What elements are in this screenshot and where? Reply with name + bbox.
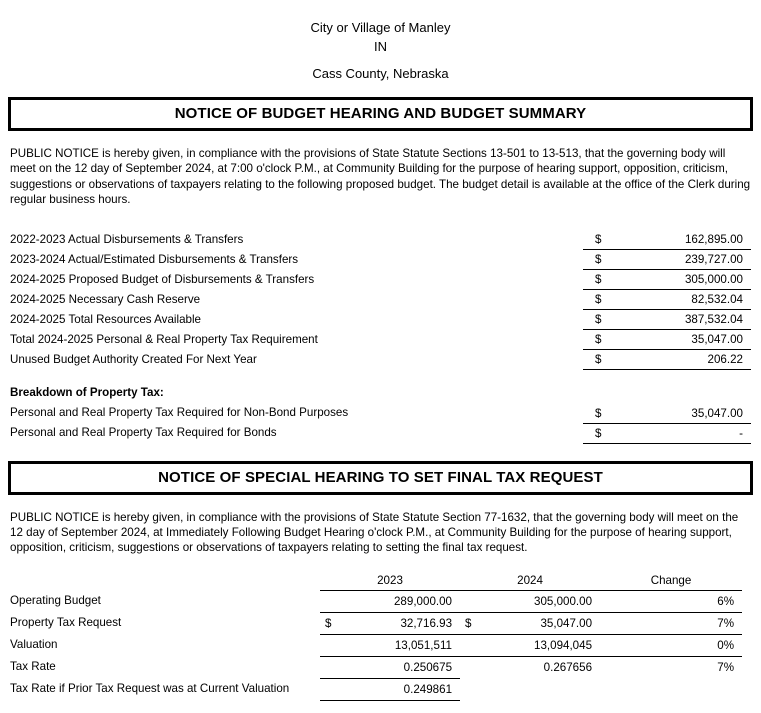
breakdown-row-currency: $ (583, 403, 609, 423)
comparison-row-change: 6% (600, 590, 742, 612)
comparison-row-2023-currency (320, 634, 342, 656)
table-row (0, 656, 761, 678)
comparison-row-change: 7% (600, 612, 742, 634)
comparison-row-2023-currency (320, 590, 342, 612)
table-row (0, 403, 761, 423)
breakdown-row-label: Personal and Real Property Tax Required for Bonds (10, 426, 277, 440)
comparison-row-label: Valuation (10, 638, 58, 652)
table-row (0, 350, 761, 370)
comparison-row-label: Tax Rate if Prior Tax Request was at Current Valuation (10, 682, 290, 696)
comparison-row-2024-currency: $ (460, 612, 482, 634)
summary-row-amount: 239,727.00 (609, 250, 751, 270)
summary-row-label: Total 2024-2025 Personal & Real Property Tax Requirement (10, 332, 318, 346)
breakdown-title: Breakdown of Property Tax: (10, 386, 164, 400)
comparison-row-2023-currency (320, 656, 342, 678)
summary-row-currency: $ (583, 330, 609, 350)
table-row (0, 590, 761, 612)
summary-row-amount: 162,895.00 (609, 230, 751, 250)
comparison-row-2023-value: 32,716.93 (342, 612, 460, 634)
comparison-row-2024-currency (460, 656, 482, 678)
summary-row-label: 2024-2025 Proposed Budget of Disbursements & Transfers (10, 272, 315, 286)
county-state: Cass County, Nebraska (312, 66, 449, 81)
table-row (0, 330, 761, 350)
table-row (0, 310, 761, 330)
tax-comparison-table (0, 572, 761, 702)
summary-row-currency: $ (583, 230, 609, 250)
comparison-bottom-rule (320, 700, 460, 701)
table-row (0, 423, 761, 443)
breakdown-row-amount: 35,047.00 (609, 403, 751, 423)
comparison-row-2024-value (482, 678, 600, 700)
comparison-row-2023-value: 289,000.00 (342, 590, 460, 612)
summary-row-currency: $ (583, 290, 609, 310)
summary-row-amount: 35,047.00 (609, 330, 751, 350)
table-row (0, 230, 761, 250)
summary-row-label: 2024-2025 Necessary Cash Reserve (10, 292, 201, 306)
table-row (0, 270, 761, 290)
table-row (0, 250, 761, 270)
comparison-row-2024-currency (460, 590, 482, 612)
breakdown-title-row (0, 383, 761, 403)
column-header-2024: 2024 (517, 573, 543, 587)
summary-row-label: 2023-2024 Actual/Estimated Disbursements & Transfers (10, 252, 299, 266)
table-row (0, 634, 761, 656)
summary-row-currency: $ (583, 350, 609, 370)
comparison-row-change: 7% (600, 656, 742, 678)
comparison-row-label: Tax Rate (10, 660, 56, 674)
summary-row-label: 2022-2023 Actual Disbursements & Transfers (10, 232, 244, 246)
comparison-row-2024-value: 35,047.00 (482, 612, 600, 634)
comparison-row-label: Property Tax Request (10, 616, 122, 630)
summary-row-amount: 305,000.00 (609, 270, 751, 290)
document-header (0, 0, 761, 83)
comparison-bottom-rule-row (0, 700, 761, 701)
table-row (0, 678, 761, 700)
comparison-row-2023-value: 0.250675 (342, 656, 460, 678)
summary-row-currency: $ (583, 310, 609, 330)
in-label: IN (374, 39, 387, 54)
comparison-row-2024-currency (460, 634, 482, 656)
summary-row-amount: 387,532.04 (609, 310, 751, 330)
comparison-row-2024-currency (460, 678, 482, 700)
summary-row-amount: 206.22 (609, 350, 751, 370)
special-hearing-notice-text: PUBLIC NOTICE is hereby given, in compliance with the provisions of State Statute Section 77-1632, that the governing body will meet on the 12 day of September 2024, at Immediately Following Budget Hearing o'clock P.M., at Community Building for the purpose of hearing support, opposition, criticism, suggestions or observations of taxpayers relating to setting the final tax request. (10, 510, 739, 555)
comparison-row-2023-currency (320, 678, 342, 700)
comparison-row-2024-value: 0.267656 (482, 656, 600, 678)
comparison-row-change (600, 678, 742, 700)
comparison-row-2023-value: 0.249861 (342, 678, 460, 700)
comparison-row-label: Operating Budget (10, 594, 101, 608)
column-header-change: Change (650, 573, 692, 587)
budget-hearing-notice-text: PUBLIC NOTICE is hereby given, in compliance with the provisions of State Statute Sections 13-501 to 13-513, that the governing body will meet on the 12 day of September 2024, at 7:00 o'clock P.M., at Community Building for the purpose of hearing support, opposition, criticism, suggestions or observations of taxpayers relating to the following proposed budget. The budget detail is available at the office of the Clerk during regular business hours. (10, 147, 751, 207)
summary-row-amount: 82,532.04 (609, 290, 751, 310)
budget-summary-table (0, 230, 761, 444)
breakdown-row-amount: - (609, 423, 751, 443)
comparison-row-2023-currency: $ (320, 612, 342, 634)
table-row (0, 612, 761, 634)
comparison-row-change: 0% (600, 634, 742, 656)
summary-row-currency: $ (583, 250, 609, 270)
entity-name: City or Village of Manley (310, 20, 451, 35)
column-header-2023: 2023 (377, 573, 403, 587)
breakdown-row-currency: $ (583, 423, 609, 443)
budget-hearing-heading: NOTICE OF BUDGET HEARING AND BUDGET SUMMARY (8, 97, 753, 131)
comparison-row-2024-value: 305,000.00 (482, 590, 600, 612)
summary-row-label: 2024-2025 Total Resources Available (10, 312, 202, 326)
comparison-row-2023-value: 13,051,511 (342, 634, 460, 656)
breakdown-row-label: Personal and Real Property Tax Required for Non-Bond Purposes (10, 406, 349, 420)
summary-row-label: Unused Budget Authority Created For Next Year (10, 352, 257, 366)
comparison-header-row (0, 572, 761, 591)
summary-row-currency: $ (583, 270, 609, 290)
special-hearing-heading: NOTICE OF SPECIAL HEARING TO SET FINAL TAX REQUEST (8, 461, 753, 495)
comparison-row-2024-value: 13,094,045 (482, 634, 600, 656)
table-row (0, 290, 761, 310)
